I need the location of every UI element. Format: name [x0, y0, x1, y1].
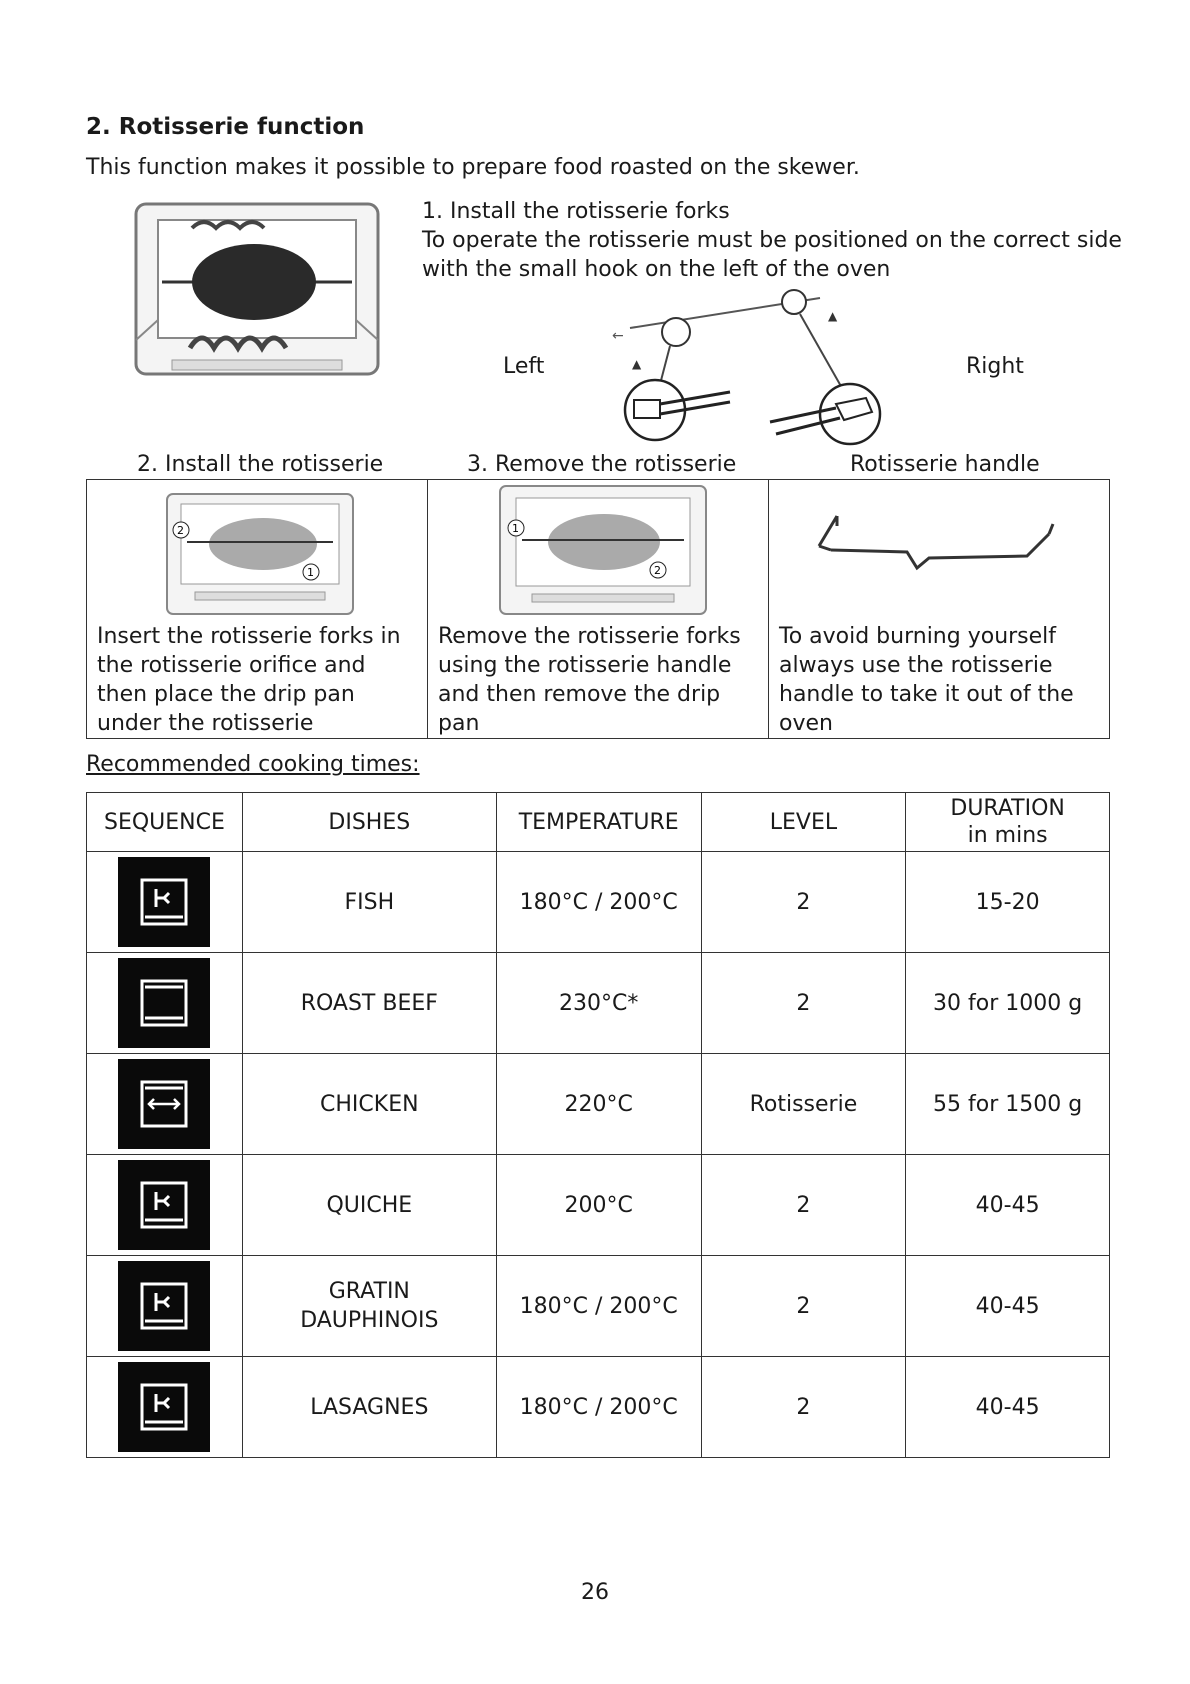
dish-cell: QUICHE [242, 1155, 496, 1256]
section-title: 2. Rotisserie function [86, 114, 365, 140]
sequence-cell [87, 1357, 243, 1458]
sequence-cell [87, 953, 243, 1054]
remove-text: Remove the rotisserie forks using the rotisserie handle and then remove the drip pan [438, 624, 741, 736]
section-intro: This function makes it possible to prepare food roasted on the skewer. [86, 155, 860, 180]
sequence-cell [87, 852, 243, 953]
handle-heading: Rotisserie handle [844, 452, 1046, 477]
table-row [87, 1357, 1110, 1458]
temp-cell: 180°C / 200°C [496, 1256, 701, 1357]
col-duration-unit: in mins [967, 823, 1048, 848]
duration-cell: 40-45 [906, 1256, 1110, 1357]
handle-cell [769, 480, 1109, 738]
svg-text:2: 2 [177, 524, 184, 537]
level-cell: Rotisserie [701, 1054, 906, 1155]
table-row [87, 1256, 1110, 1357]
svg-text:2: 2 [654, 564, 661, 577]
oven-rotisserie-illustration [132, 200, 382, 380]
svg-text:▲: ▲ [632, 357, 642, 371]
temp-cell: 180°C / 200°C [496, 852, 701, 953]
temp-cell: 180°C / 200°C [496, 1357, 701, 1458]
fan-grill-icon [118, 857, 210, 947]
level-cell: 2 [701, 852, 906, 953]
top-bottom-heat-icon [118, 958, 210, 1048]
duration-cell: 30 for 1000 g [906, 953, 1110, 1054]
install-cell [87, 480, 428, 738]
col-duration [906, 793, 1110, 852]
dish-cell: GRATIN DAUPHINOIS [242, 1256, 496, 1357]
table-row [87, 1155, 1110, 1256]
left-label: Left [503, 354, 545, 379]
remove-rotisserie-illustration [498, 484, 708, 618]
level-cell: 2 [701, 1155, 906, 1256]
step2-heading: 2. Install the rotisserie [131, 452, 389, 477]
level-cell: 2 [701, 1357, 906, 1458]
cooking-times-table [86, 792, 1110, 1458]
table-header-row [87, 793, 1110, 852]
step1-text: To operate the rotisserie must be positioned on the correct side with the small hook on the left of the oven [422, 228, 1122, 282]
sequence-cell [87, 1054, 243, 1155]
fan-grill-icon [118, 1261, 210, 1351]
page-number: 26 [581, 1580, 609, 1605]
remove-cell [428, 480, 769, 738]
duration-cell: 40-45 [906, 1357, 1110, 1458]
install-text: Insert the rotisserie forks in the rotisserie orifice and then place the drip pan under the rotisserie [97, 624, 401, 736]
duration-cell: 55 for 1500 g [906, 1054, 1110, 1155]
table-row [87, 1054, 1110, 1155]
level-cell: 2 [701, 953, 906, 1054]
duration-cell: 40-45 [906, 1155, 1110, 1256]
dish-cell: ROAST BEEF [242, 953, 496, 1054]
fan-grill-icon [118, 1160, 210, 1250]
svg-text:▲: ▲ [828, 309, 838, 323]
dish-cell: FISH [242, 852, 496, 953]
col-level: LEVEL [701, 793, 906, 852]
right-label: Right [966, 354, 1024, 379]
install-rotisserie-illustration [165, 492, 355, 618]
temp-cell: 220°C [496, 1054, 701, 1155]
table-row [87, 852, 1110, 953]
col-dishes: DISHES [242, 793, 496, 852]
temp-cell: 200°C [496, 1155, 701, 1256]
dish-cell: CHICKEN [242, 1054, 496, 1155]
recommended-heading: Recommended cooking times: [86, 752, 420, 777]
svg-text:1: 1 [512, 522, 519, 535]
fork-orientation-diagram [610, 288, 910, 448]
col-duration-label: DURATION [950, 796, 1065, 821]
step1-heading: 1. Install the rotisserie forks [422, 199, 730, 224]
step1-block [422, 197, 1122, 284]
rotisserie-icon [118, 1059, 210, 1149]
col-temperature: TEMPERATURE [496, 793, 701, 852]
step3-heading: 3. Remove the rotisserie [461, 452, 742, 477]
handle-text: To avoid burning yourself always use the rotisserie handle to take it out of the oven [779, 624, 1074, 736]
svg-text:1: 1 [307, 566, 314, 579]
rotisserie-handle-illustration [817, 506, 1057, 576]
temp-cell: 230°C* [496, 953, 701, 1054]
duration-cell: 15-20 [906, 852, 1110, 953]
level-cell: 2 [701, 1256, 906, 1357]
table-row [87, 953, 1110, 1054]
sequence-cell [87, 1256, 243, 1357]
dish-cell: LASAGNES [242, 1357, 496, 1458]
svg-text:←: ← [612, 328, 624, 344]
instructions-box [86, 479, 1110, 739]
fan-grill-icon [118, 1362, 210, 1452]
sequence-cell [87, 1155, 243, 1256]
col-sequence: SEQUENCE [87, 793, 243, 852]
